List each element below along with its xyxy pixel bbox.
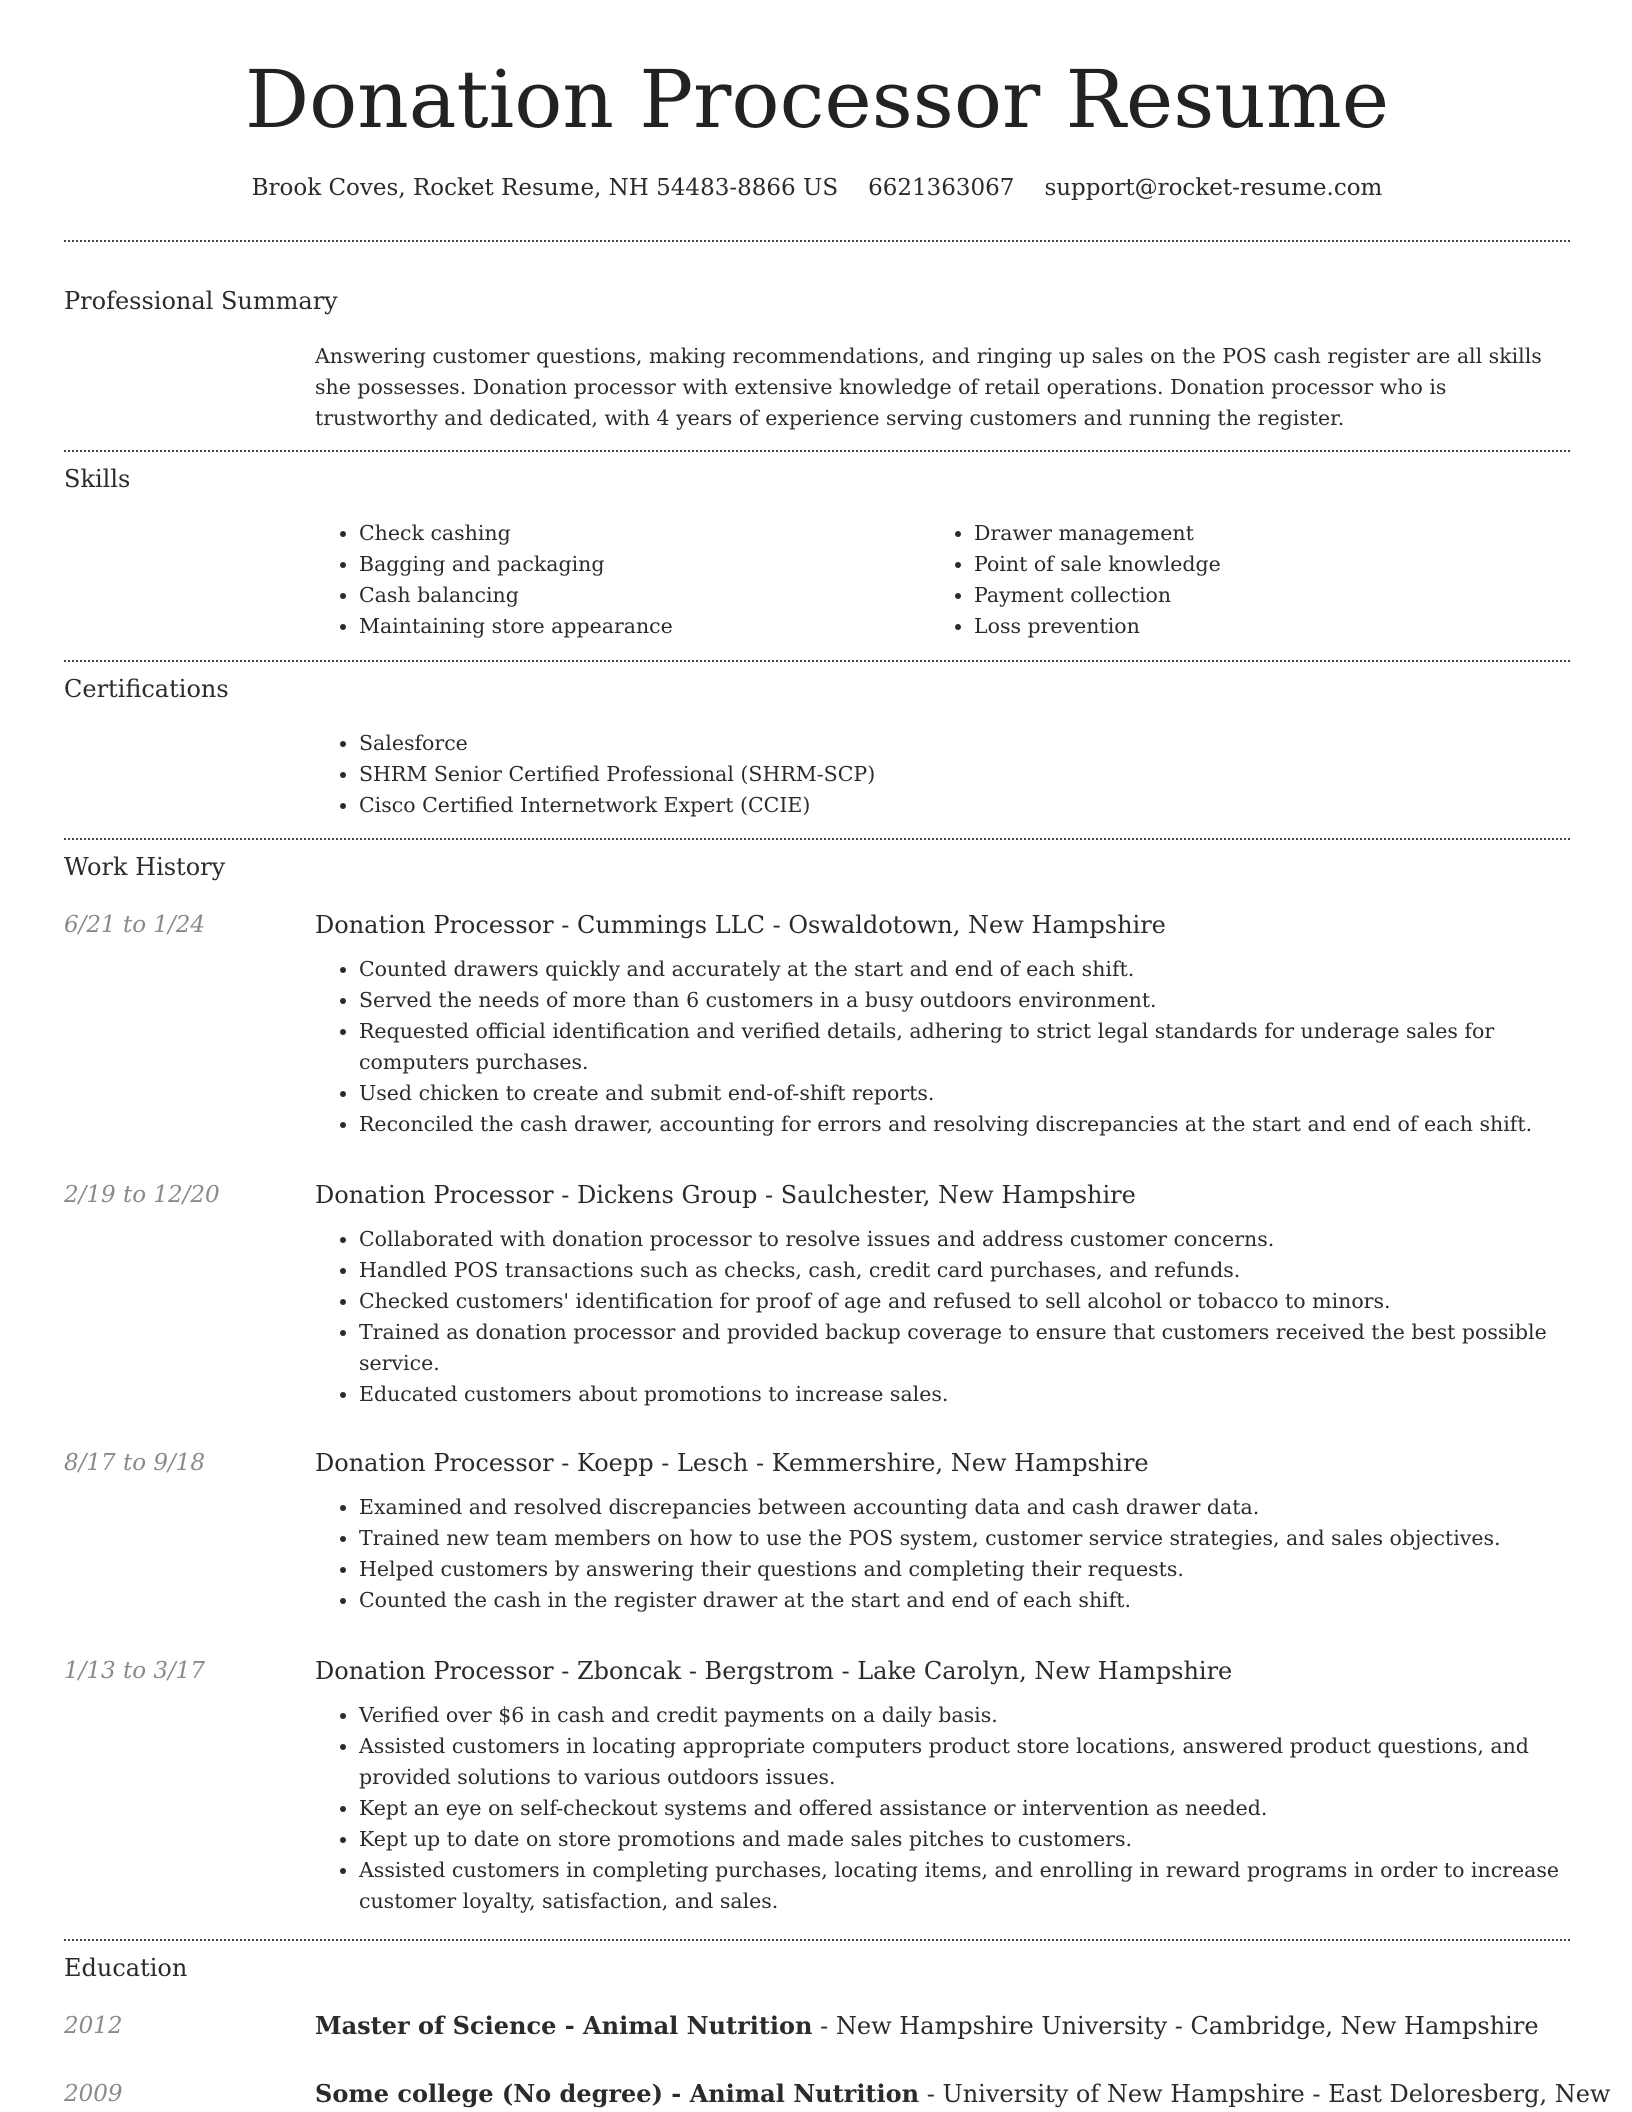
job-bullet: • Requested official identification and verified details, adhering to strict legal standards for underage sales for computers purchases.	[359, 1016, 1570, 1078]
summary-block	[315, 341, 1570, 434]
job-bullet: • Assisted customers in locating appropriate computers product store locations, answered product questions, and provided solutions to various outdoors issues.	[359, 1731, 1570, 1793]
skills-block	[315, 518, 1570, 642]
section-title-summary: Professional Summary	[64, 287, 338, 315]
divider	[64, 240, 1570, 242]
job-bullet: • Trained new team members on how to use the POS system, customer service strategies, and sales objectives.	[359, 1523, 1570, 1554]
address-text: Brook Coves, Rocket Resume, NH 54483-8866 US	[251, 175, 839, 201]
certification-item: • SHRM Senior Certified Professional (SHRM-SCP)	[359, 759, 1570, 790]
job-bullet: • Collaborated with donation processor to resolve issues and address customer concerns.	[359, 1224, 1570, 1255]
job-title: Donation Processor - Koepp - Lesch - Kemmershire, New Hampshire	[315, 1449, 1149, 1477]
certifications-list	[315, 728, 1570, 821]
education-degree: Some college (No degree) - Animal Nutrition	[315, 2079, 920, 2108]
section-title-certifications: Certifications	[64, 675, 229, 703]
job-title: Donation Processor - Zboncak - Bergstrom - Lake Carolyn, New Hampshire	[315, 1657, 1233, 1685]
education-entry	[315, 2077, 1611, 2111]
skill-item: • Check cashing	[359, 518, 930, 549]
education-year: 2012	[64, 2013, 123, 2039]
education-school: - University of New Hampshire - East Deloresberg, New	[919, 2080, 1611, 2108]
job-bullet: • Checked customers' identification for proof of age and refused to sell alcohol or tobacco to minors.	[359, 1286, 1570, 1317]
job-bullet: • Counted drawers quickly and accurately at the start and end of each shift.	[359, 954, 1570, 985]
job-bullet: • Served the needs of more than 6 customers in a busy outdoors environment.	[359, 985, 1570, 1016]
job-bullet: • Educated customers about promotions to increase sales.	[359, 1379, 1570, 1410]
certifications-block	[315, 728, 1570, 821]
contact-line	[64, 171, 1570, 205]
skill-item: • Loss prevention	[974, 611, 1545, 642]
job-bullet: • Assisted customers in completing purchases, locating items, and enrolling in reward programs in order to increase customer loyalty, satisfaction, and sales.	[359, 1855, 1570, 1917]
divider	[64, 838, 1570, 840]
section-title-skills: Skills	[64, 465, 131, 493]
skill-item: • Point of sale knowledge	[974, 549, 1545, 580]
job-entry	[315, 1178, 1570, 1410]
job-entry	[315, 1654, 1570, 1917]
divider	[64, 450, 1570, 452]
education-school: - New Hampshire University - Cambridge, New Hampshire	[812, 2012, 1539, 2040]
job-bullets	[315, 1224, 1570, 1410]
job-bullet: • Kept an eye on self-checkout systems and offered assistance or intervention as needed.	[359, 1793, 1570, 1824]
job-title: Donation Processor - Cummings LLC - Oswaldotown, New Hampshire	[315, 911, 1166, 939]
job-bullets	[315, 1700, 1570, 1917]
skill-item: • Payment collection	[974, 580, 1545, 611]
job-bullet: • Reconciled the cash drawer, accounting for errors and resolving discrepancies at the start and end of each shift.	[359, 1109, 1570, 1140]
certification-item: • Salesforce	[359, 728, 1570, 759]
education-degree: Master of Science - Animal Nutrition	[315, 2011, 813, 2040]
section-title-education: Education	[64, 1954, 188, 1982]
skill-item: • Cash balancing	[359, 580, 930, 611]
skill-item: • Drawer management	[974, 518, 1545, 549]
skill-item: • Maintaining store appearance	[359, 611, 930, 642]
job-dates: 1/13 to 3/17	[64, 1658, 206, 1684]
job-bullets	[315, 954, 1570, 1140]
job-entry	[315, 908, 1570, 1140]
education-year: 2009	[64, 2081, 123, 2107]
section-title-work-history: Work History	[64, 853, 226, 881]
skills-list-right	[930, 518, 1545, 642]
job-bullet: • Counted the cash in the register drawer at the start and end of each shift.	[359, 1585, 1570, 1616]
phone-text: 6621363067	[868, 175, 1015, 201]
job-dates: 2/19 to 12/20	[64, 1182, 220, 1208]
divider	[64, 1939, 1570, 1941]
job-bullet: • Helped customers by answering their questions and completing their requests.	[359, 1554, 1570, 1585]
education-entry	[315, 2009, 1570, 2043]
job-bullet: • Handled POS transactions such as checks, cash, credit card purchases, and refunds.	[359, 1255, 1570, 1286]
job-bullet: • Trained as donation processor and provided backup coverage to ensure that customers received the best possible service.	[359, 1317, 1570, 1379]
divider	[64, 660, 1570, 662]
job-bullet: • Examined and resolved discrepancies between accounting data and cash drawer data.	[359, 1492, 1570, 1523]
job-dates: 6/21 to 1/24	[64, 912, 206, 938]
job-bullet: • Kept up to date on store promotions and made sales pitches to customers.	[359, 1824, 1570, 1855]
job-bullet: • Verified over $6 in cash and credit payments on a daily basis.	[359, 1700, 1570, 1731]
job-dates: 8/17 to 9/18	[64, 1450, 206, 1476]
skills-list-left	[315, 518, 930, 642]
job-title: Donation Processor - Dickens Group - Saulchester, New Hampshire	[315, 1181, 1136, 1209]
job-bullet: • Used chicken to create and submit end-of-shift reports.	[359, 1078, 1570, 1109]
certification-item: • Cisco Certified Internetwork Expert (CCIE)	[359, 790, 1570, 821]
resume-title: Donation Processor Resume	[244, 53, 1390, 146]
job-entry	[315, 1446, 1570, 1616]
job-bullets	[315, 1492, 1570, 1616]
email-text: support@rocket-resume.com	[1044, 175, 1383, 201]
summary-text: Answering customer questions, making recommendations, and ringing up sales on the POS cash register are all skills she possesses. Donation processor with extensive knowledge of retail operations. Donation processor who is trustworthy and dedicated, with 4 years of experience serving customers and running the register.	[315, 344, 1542, 430]
skill-item: • Bagging and packaging	[359, 549, 930, 580]
